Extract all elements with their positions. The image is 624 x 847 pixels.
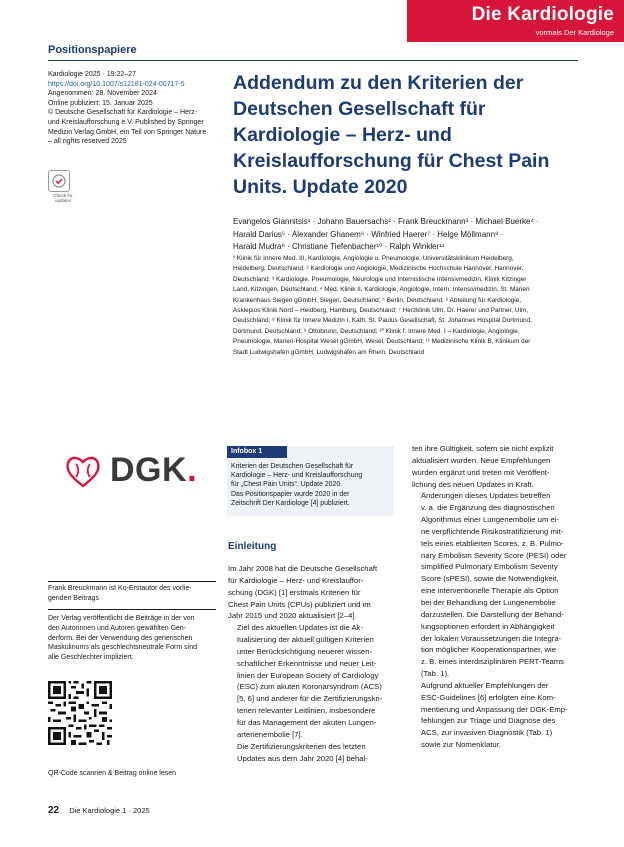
gender-disclaimer: Der Verlag veröffentlicht die Beiträge in der von den Autorinnen und Autoren gewählten Gen- derform. Bei der Verwendung des generischen Maskulinums als geschlechtsneutrale Form sind alle Geschlechter impliziert.: [48, 615, 198, 662]
affiliations: [233, 254, 593, 358]
meta-accepted: Angenommen: 28. November 2024: [48, 90, 157, 98]
qr-caption: QR-Code scannen & Beitrag online lesen: [48, 770, 177, 777]
affiliation-line: Krankenhaus Siegen gGmbH, Siegen, Deutschland; ⁵ Berlin, Deutschland; ⁶ Abteilung für Kardiologie,: [233, 296, 522, 304]
affiliation-line: Asklepios Klinik Nord – Heidberg, Hamburg, Deutschland; ⁷ Herzklinik Ulm, Dr. Haerer und Partner, Ulm,: [233, 307, 528, 315]
affiliation-line: Stadt Ludwigshafen gGmbH, Ludwigshafen am Rhein, Deutschland: [233, 348, 425, 356]
journal-formerly: vormals Der Kardiologe: [535, 28, 614, 37]
affiliation-line: ¹ Klinik für Innere Med. III, Kardiologie, Angiologie u. Pneumologie, Universitätsklinikum Heidelberg,: [233, 255, 514, 262]
author-line: Harald Darius⁵ · Alexander Ghanem⁶ · Winfried Haerer⁷ · Helge Möllmann⁸ ·: [233, 229, 504, 239]
author-line: Evangelos Giannitsis¹ · Johann Bauersachs² · Frank Breuckmann³ · Michael Buerke⁴ ·: [233, 217, 539, 226]
affiliation-line: Dortmund, Deutschland; ⁹ Ottobrunn, Deutschland; ¹⁰ Klinik f. Innere Med. I – Kardiologie, Angiologie,: [233, 327, 520, 335]
dgk-logo: [48, 447, 216, 493]
qr-code-icon[interactable]: [48, 681, 112, 745]
side-divider: [48, 609, 216, 610]
journal-brand: [407, 0, 624, 42]
affiliation-line: Deutschland; ⁸ Klinik für Innere Medizin I, Kath. St. Paulus Gesellschaft, St. Johannes Hospital Dortmund,: [233, 317, 532, 325]
journal-name: Die Kardiologie: [471, 4, 614, 25]
section-heading: Einleitung: [228, 541, 277, 552]
meta-citation: Kardiologie 2025 · 19:22–27: [48, 71, 136, 78]
meta-published: Online publiziert: 15. Januar 2025: [48, 99, 153, 107]
meta-copyright-3: Medizin Verlag GmbH, ein Teil von Springer Nature: [48, 128, 207, 136]
side-divider: [48, 581, 216, 582]
heart-logo-icon: [64, 453, 102, 489]
coauthor-note: Frank Breuckmann ist Ko-Erstautor des vorlie- genden Beitrags: [48, 585, 192, 602]
infobox-label: Infobox 1: [227, 446, 287, 458]
dgk-wordmark: DGK.: [110, 451, 198, 489]
paragraph: Im Jahr 2008 hat die Deutsche Gesellschaft für Kardiologie – Herz- und Kreislauffor- schung (DGK) [1] erstmals Kriterien für Chest Pain Units (CPUs) publiziert und im Jahr 2015 und 2020 aktualisiert [2–4].: [228, 564, 378, 621]
paragraph: Die Zertifizierungskriterien des letzten Updates aus dem Jahr 2020 [4] behal-: [237, 741, 368, 763]
affiliation-line: Heidelberg, Deutschland; ² Kardiologie und Angiologie, Medizinische Hochschule Hannover, Hannover,: [233, 265, 524, 273]
article-title: Addendum zu den Kriterien der Deutschen Gesellschaft für Kardiologie – Herz- und Kreislaufforschung für Chest Pain Units. Update 2020: [233, 72, 550, 198]
section-label: Positionspapiere: [48, 44, 137, 56]
paragraph: Änderungen dieses Updates betreffen v. a. die Ergänzung des diagnostischen Algorithmus einer Lungenembolie um ei- ne verpflichtende Risikostratifizierung mit- tels eines etablierten Scores, z. B. Pulmo- nary Embolism Severity Score (PESI) oder simplified Pulmonary Embolism Severity Score (sPESI), sowie die Notwendigkeit, eine interventionelle Therapie als Option bei der Behandlung der Lungenembolie darzustellen. Die Darstellung der Behand- lungsoptionen erfordert in Abhängigkeit der lokalen Voraussetzungen die Integra- tion möglicher Kooperationspartner, wie z. B. eines interdisziplinären PERT-Teams (Tab. 1).: [421, 491, 567, 679]
footer-source: Die Kardiologie 1 · 2025: [69, 806, 150, 815]
meta-copyright-1: © Deutsche Gesellschaft für Kardiologie – Herz-: [48, 109, 198, 117]
paragraph: ten ihre Gültigkeit, sofern sie nicht explizit aktualisiert wurden. Neue Empfehlungen wurden ergänzt und treten mit Veröffent- lichung des neuen Updates in Kraft.: [412, 444, 554, 489]
body-column-3: [412, 443, 576, 751]
affiliation-line: Pneumologie, Marien-Hospital Wesel gGmbH, Wesel, Deutschland; ¹¹ Medizinische Klinik B, Klinikum der: [233, 338, 531, 346]
affiliation-line: Land, Kitzingen, Deutschland; ⁴ Med. Klinik II, Kardiologie, Angiologie, Intern. Intensivmedizin, St. Marien: [233, 286, 530, 294]
section-divider: [48, 60, 578, 61]
author-list: [233, 216, 593, 254]
doi-link[interactable]: https://doi.org/10.1007/s12181-024-00717-5: [48, 80, 185, 88]
author-line: Harald Mudra⁹ · Christiane Tiefenbacher¹⁰ · Ralph Winkler¹¹: [233, 242, 445, 251]
check-updates-icon[interactable]: [48, 170, 70, 192]
meta-copyright-2: und Kreislaufforschung e.V. Published by Springer: [48, 118, 204, 126]
paragraph: Ziel des aktuellen Updates ist die Ak- tualisierung der aktuell gültigen Kriterien unter Berücksichtigung neuerer wissen- schaftlicher Erkenntnisse und neuer Leit- linien der European Society of Cardiology (ESC) zum akuten Koronarsyndrom (ACS) [5, 6] und anderer für die Zertifizierungskri- terien relevanter Leitlinien, insbesondere für das Management der akuten Lungen- arterienembolie [7].: [237, 623, 383, 739]
meta-copyright-4: – all rights reserved 2025: [48, 138, 127, 146]
infobox-body: Kriterien der Deutschen Gesellschaft für Kardiologie – Herz- und Kreislaufforschung für „Chest Pain Units“. Update 2020. Das Positionspapier wurde 2020 in der Zeitschrift Der Kardiologe [4] publiziert.: [231, 463, 363, 507]
body-column-2: [228, 563, 394, 764]
infobox: [227, 446, 394, 516]
paragraph: Aufgrund aktueller Empfehlungen der ESC-Guidelines [6] erfolgten eine Kom- mentierung und Anpassung der DGK-Emp- fehlungen zur Triage und Diagnose des ACS, zur invasiven Diagnostik (Tab. 1) sowie zur Nomenklatur.: [421, 680, 568, 750]
check-updates-label: Check for updates: [53, 193, 73, 203]
article-meta: [48, 70, 216, 147]
page-number: 22: [48, 805, 60, 816]
affiliation-line: Deutschland; ³ Kardiologie, Pneumologie, Neurologie und Internistische Intensivmedizin, Klinik Kitzinger: [233, 275, 527, 283]
page-footer: [48, 805, 150, 816]
